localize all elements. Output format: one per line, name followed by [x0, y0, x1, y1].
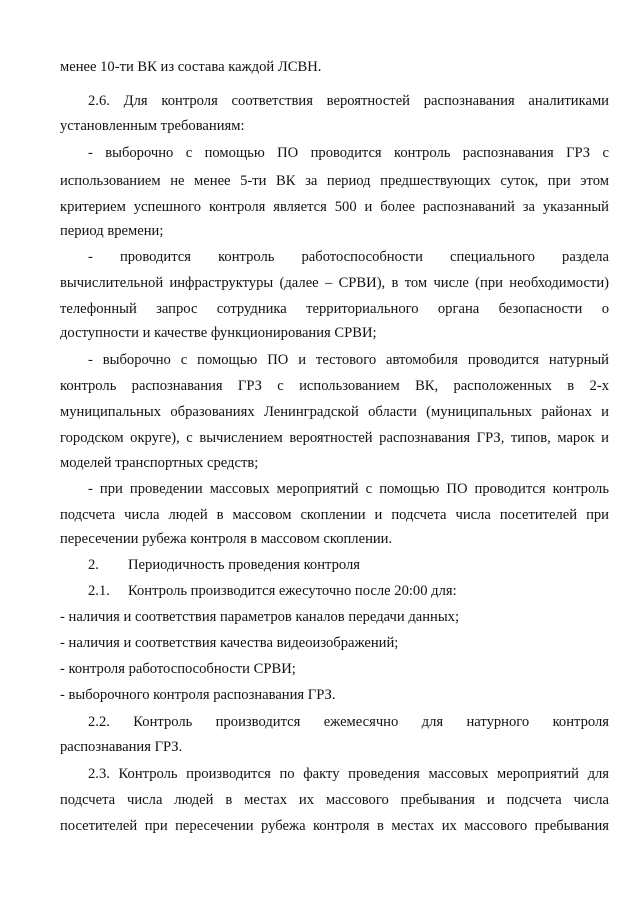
- text-line: менее 10-ти ВК из состава каждой ЛСВН.: [60, 59, 322, 75]
- text-line: - выборочно с помощью ПО и тестового автомобиля проводится натурный: [88, 352, 609, 368]
- subsection-number: 2.1.: [88, 583, 110, 599]
- subsection-text: Контроль производится ежесуточно после 20:00 для:: [128, 583, 457, 599]
- section-number: 2.: [88, 557, 99, 573]
- list-item: - наличия и соответствия параметров каналов передачи данных;: [60, 609, 460, 625]
- section-heading: [88, 555, 609, 575]
- list-item: - наличия и соответствия качества видеоизображений;: [60, 635, 399, 651]
- text-line: критерием успешного контроля является 500 и более распознаваний за указанный: [60, 199, 609, 215]
- text-line: посетителей при пересечении рубежа контроля в местах их массового пребывания: [60, 818, 609, 834]
- text-line: период времени;: [60, 223, 164, 239]
- text-line: - проводится контроль работоспособности специального раздела: [88, 249, 609, 265]
- list-item: - выборочного контроля распознавания ГРЗ.: [60, 687, 336, 703]
- section-title: Периодичность проведения контроля: [128, 557, 360, 573]
- text-line: моделей транспортных средств;: [60, 455, 259, 471]
- text-line: - при проведении массовых мероприятий с помощью ПО проводится контроль: [88, 481, 609, 497]
- text-line: - выборочно с помощью ПО проводится контроль распознавания ГРЗ с: [88, 145, 609, 161]
- text-line: контроль распознавания ГРЗ с использованием ВК, расположенных в 2-х: [60, 378, 609, 394]
- text-line: подсчета числа людей в массовом скоплении и подсчета числа посетителей при: [60, 507, 609, 523]
- text-line: использованием не менее 5-ти ВК за период предшествующих суток, при этом: [60, 173, 609, 189]
- text-line: доступности и качестве функционирования СРВИ;: [60, 325, 377, 341]
- list-item: - контроля работоспособности СРВИ;: [60, 661, 296, 677]
- text-line: распознавания ГРЗ.: [60, 739, 183, 755]
- text-line: подсчета числа людей в местах их массового пребывания и подсчета числа: [60, 792, 609, 808]
- text-line: 2.6. Для контроля соответствия вероятностей распознавания аналитиками: [88, 93, 609, 109]
- text-line: 2.2. Контроль производится ежемесячно для натурного контроля: [88, 714, 609, 730]
- text-line: 2.3. Контроль производится по факту проведения массовых мероприятий для: [88, 766, 609, 782]
- text-line: телефонный запрос сотрудника территориального органа безопасности о: [60, 301, 609, 317]
- text-line: пересечении рубежа контроля в массовом скоплении.: [60, 531, 393, 547]
- text-line: вычислительной инфраструктуры (далее – СРВИ), в том числе (при необходимости): [60, 275, 609, 291]
- text-line: муниципальных образованиях Ленинградской области (муниципальных районах и: [60, 404, 609, 420]
- subsection-line: [88, 581, 609, 601]
- text-line: городском округе), с вычислением вероятностей распознавания ГРЗ, типов, марок и: [60, 430, 609, 446]
- text-line: установленным требованиям:: [60, 118, 245, 134]
